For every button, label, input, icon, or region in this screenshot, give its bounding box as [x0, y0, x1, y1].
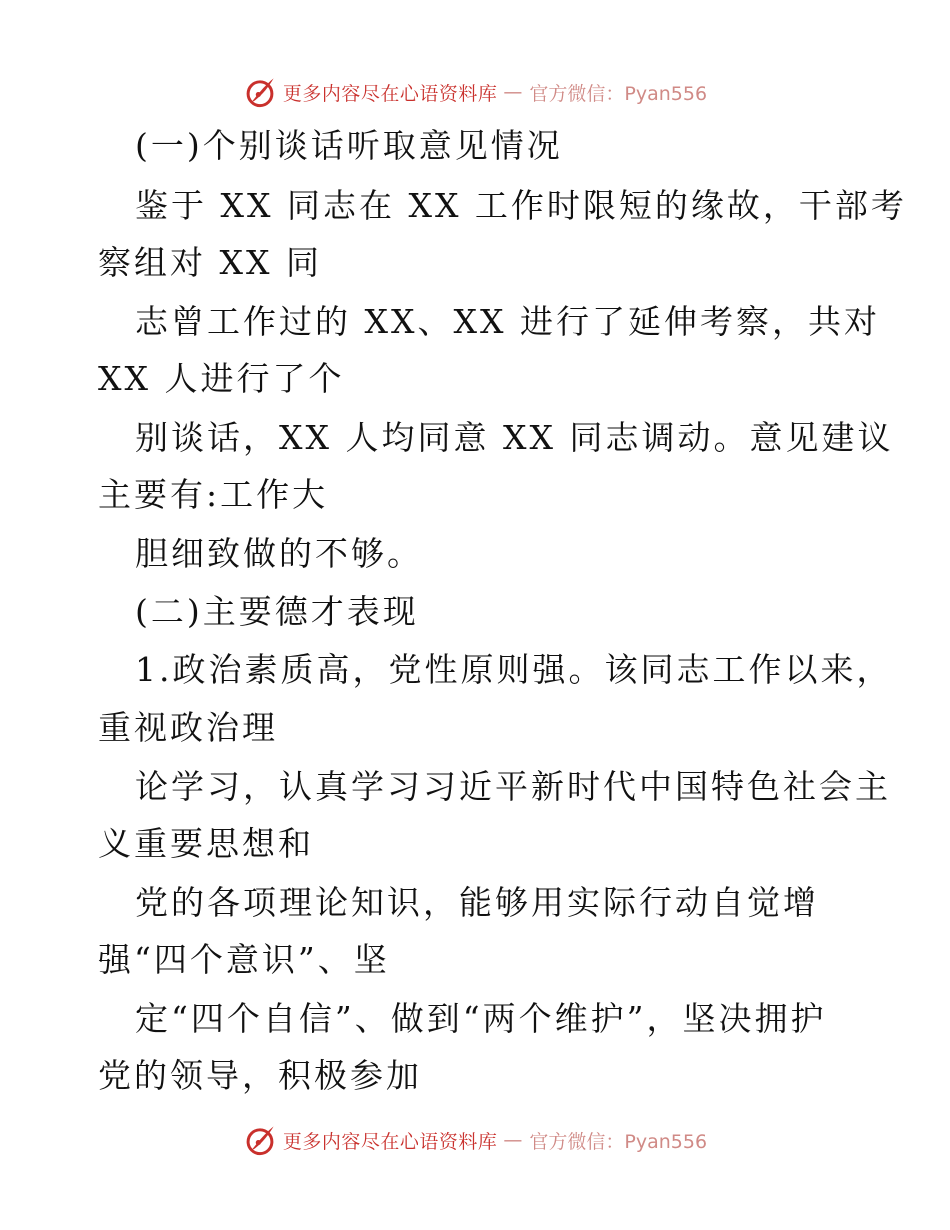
quill-logo-icon	[243, 75, 277, 109]
paragraph-line: 志曾工作过的 XX、XX 进行了延伸考察，共对	[135, 302, 880, 341]
watermark-wechat-text: 官方微信：Pyan556	[529, 1130, 708, 1153]
paragraph-line: 主要有:工作大	[98, 475, 329, 514]
quill-logo-icon	[243, 1123, 277, 1157]
paragraph-line: 党的领导，积极参加	[98, 1056, 422, 1095]
watermark-separator: —	[503, 1129, 524, 1151]
paragraph-line: 党的各项理论知识，能够用实际行动自觉增	[135, 883, 819, 922]
paragraph-line: 论学习，认真学习习近平新时代中国特色社会主	[135, 767, 891, 806]
header-watermark	[0, 72, 950, 112]
section-heading: (一)个别谈话听取意见情况	[135, 126, 563, 165]
paragraph-line: 别谈话，XX 人均同意 XX 同志调动。意见建议	[135, 418, 894, 457]
paragraph-line: 胆细致做的不够。	[135, 534, 423, 573]
watermark-separator: —	[503, 81, 524, 103]
paragraph-line: 义重要思想和	[98, 824, 314, 863]
watermark-main-text: 更多内容尽在心语资料库	[282, 82, 498, 105]
watermark-main-text: 更多内容尽在心语资料库	[282, 1130, 498, 1153]
paragraph-line: 强“四个意识”、坚	[98, 940, 390, 979]
section-heading: (二)主要德才表现	[135, 592, 419, 631]
paragraph-line: 鉴于 XX 同志在 XX 工作时限短的缘故，干部考	[135, 186, 907, 225]
paragraph-line: 重视政治理	[98, 708, 278, 747]
paragraph-line: 定“四个自信”、做到“两个维护”，坚决拥护	[135, 999, 827, 1038]
paragraph-line: 察组对 XX 同	[98, 243, 322, 282]
watermark-wechat-text: 官方微信：Pyan556	[529, 82, 708, 105]
paragraph-line: 1.政治素质高，党性原则强。该同志工作以来，	[135, 650, 893, 689]
footer-watermark	[0, 1120, 950, 1160]
paragraph-line: XX 人进行了个	[98, 359, 345, 398]
